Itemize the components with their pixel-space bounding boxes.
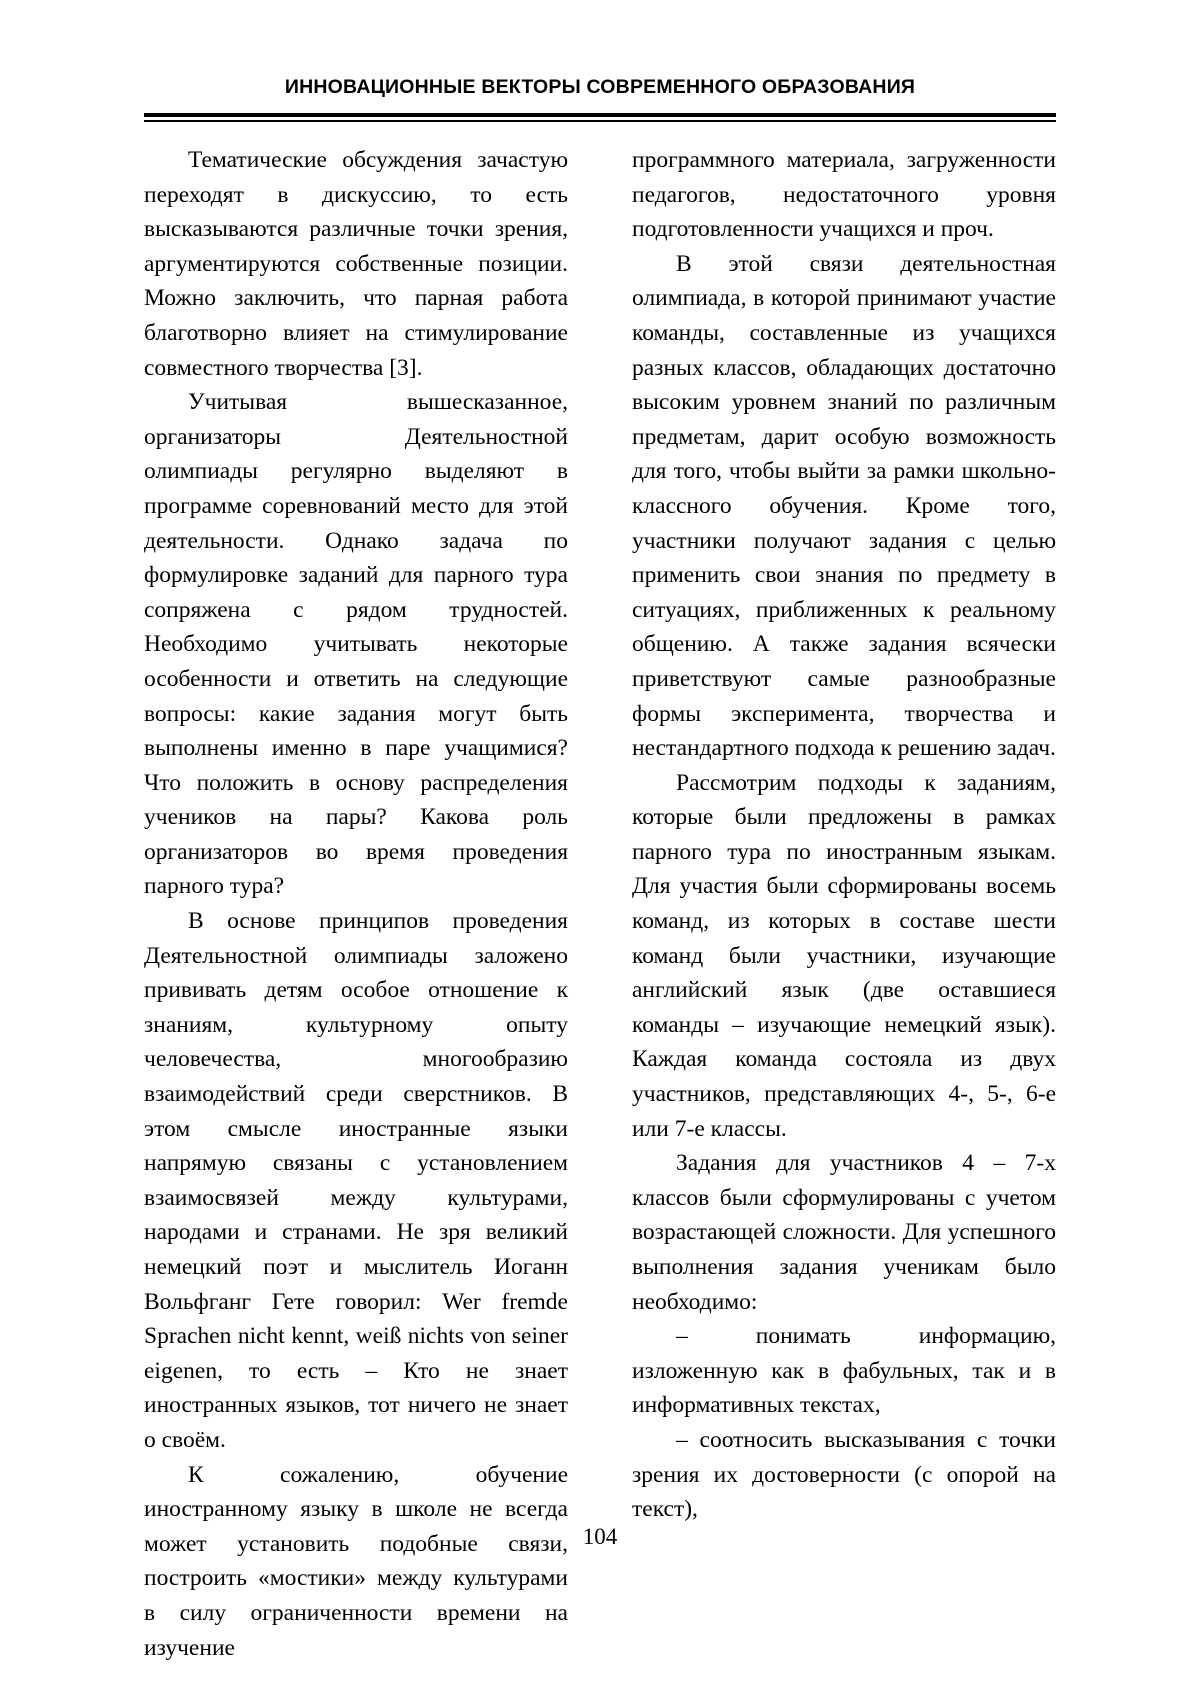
- page-number: 104: [582, 1524, 618, 1549]
- left-column: [144, 143, 568, 1665]
- paragraph: Тематические обсуждения зачастую переходят в дискуссию, то есть высказываются различные точки зрения, аргументируются собственные позиции. Можно заключить, что парная работа благотворно влияет на стимулирование совместного творчества [3].: [144, 147, 568, 381]
- list-item: – соотносить высказывания с точки зрения их достоверности (с опорой на текст),: [632, 1426, 1056, 1523]
- paragraph: В основе принципов проведения Деятельностной олимпиады заложено прививать детям особое отношение к знаниям, культурному опыту человечества, многообразию взаимодействий среди сверстников. В этом смысле иностранные языки напрямую связаны с установлением взаимосвязей между культурами, народами и странами. Не зря великий немецкий поэт и мыслитель Иоганн Вольфганг Гете говорил: Wer fremde Sprachen nicht kennt, weiß nichts von seiner eigenen, то есть – Кто не знает иностранных языков, тот ничего не знает о своём.: [144, 908, 568, 1453]
- header-rule-thick: [144, 113, 1056, 117]
- paragraph: В этой связи деятельностная олимпиада, в которой принимают участие команды, составленные из учащихся разных классов, обладающих достаточно высоким уровнем знаний по различным предметам, дарит особую возможность для того, чтобы выйти за рамки школьно-классного обучения. Кроме того, участники получают задания с целью применить свои знания по предмету в ситуациях, приближенных к реальному общению. А также задания всячески приветствуют самые разнообразные формы эксперимента, творчества и нестандартного подхода к решению задач.: [632, 250, 1056, 762]
- right-column: [632, 143, 1056, 1665]
- header-rule-thin: [144, 120, 1056, 122]
- paragraph: Рассмотрим подходы к заданиям, которые были предложены в рамках парного тура по иностранным языкам. Для участия были сформированы восемь команд, из которых в составе шести команд были участники, изучающие английский язык (две оставшиеся команды – изучающие немецкий язык). Каждая команда состояла из двух участников, представляющих 4-, 5-, 6-е или 7-е классы.: [632, 769, 1056, 1142]
- page-header: [144, 76, 1056, 122]
- paragraph-continuation: программного материала, загруженности педагогов, недостаточного уровня подготовленности учащихся и проч.: [632, 147, 1056, 243]
- running-head: ИННОВАЦИОННЫЕ ВЕКТОРЫ СОВРЕМЕННОГО ОБРАЗОВАНИЯ: [284, 76, 916, 98]
- paragraph: К сожалению, обучение иностранному языку в школе не всегда может установить подобные связи, построить «мостики» между культурами в силу ограниченности времени на изучение: [144, 1461, 568, 1661]
- list-item: – понимать информацию, изложенную как в фабульных, так и в информативных текстах,: [632, 1323, 1056, 1419]
- paragraph: Учитывая вышесказанное, организаторы Деятельностной олимпиады регулярно выделяют в программе соревнований место для этой деятельности. Однако задача по формулировке заданий для парного тура сопряжена с рядом трудностей. Необходимо учитывать некоторые особенности и ответить на следующие вопросы: какие задания могут быть выполнены именно в паре учащимися? Что положить в основу распределения учеников на пары? Какова роль организаторов во время проведения парного тура?: [144, 389, 568, 900]
- body-columns: [144, 143, 1056, 1665]
- paragraph: Задания для участников 4 – 7-х классов были сформулированы с учетом возрастающей сложности. Для успешного выполнения задания ученикам было необходимо:: [632, 1150, 1056, 1315]
